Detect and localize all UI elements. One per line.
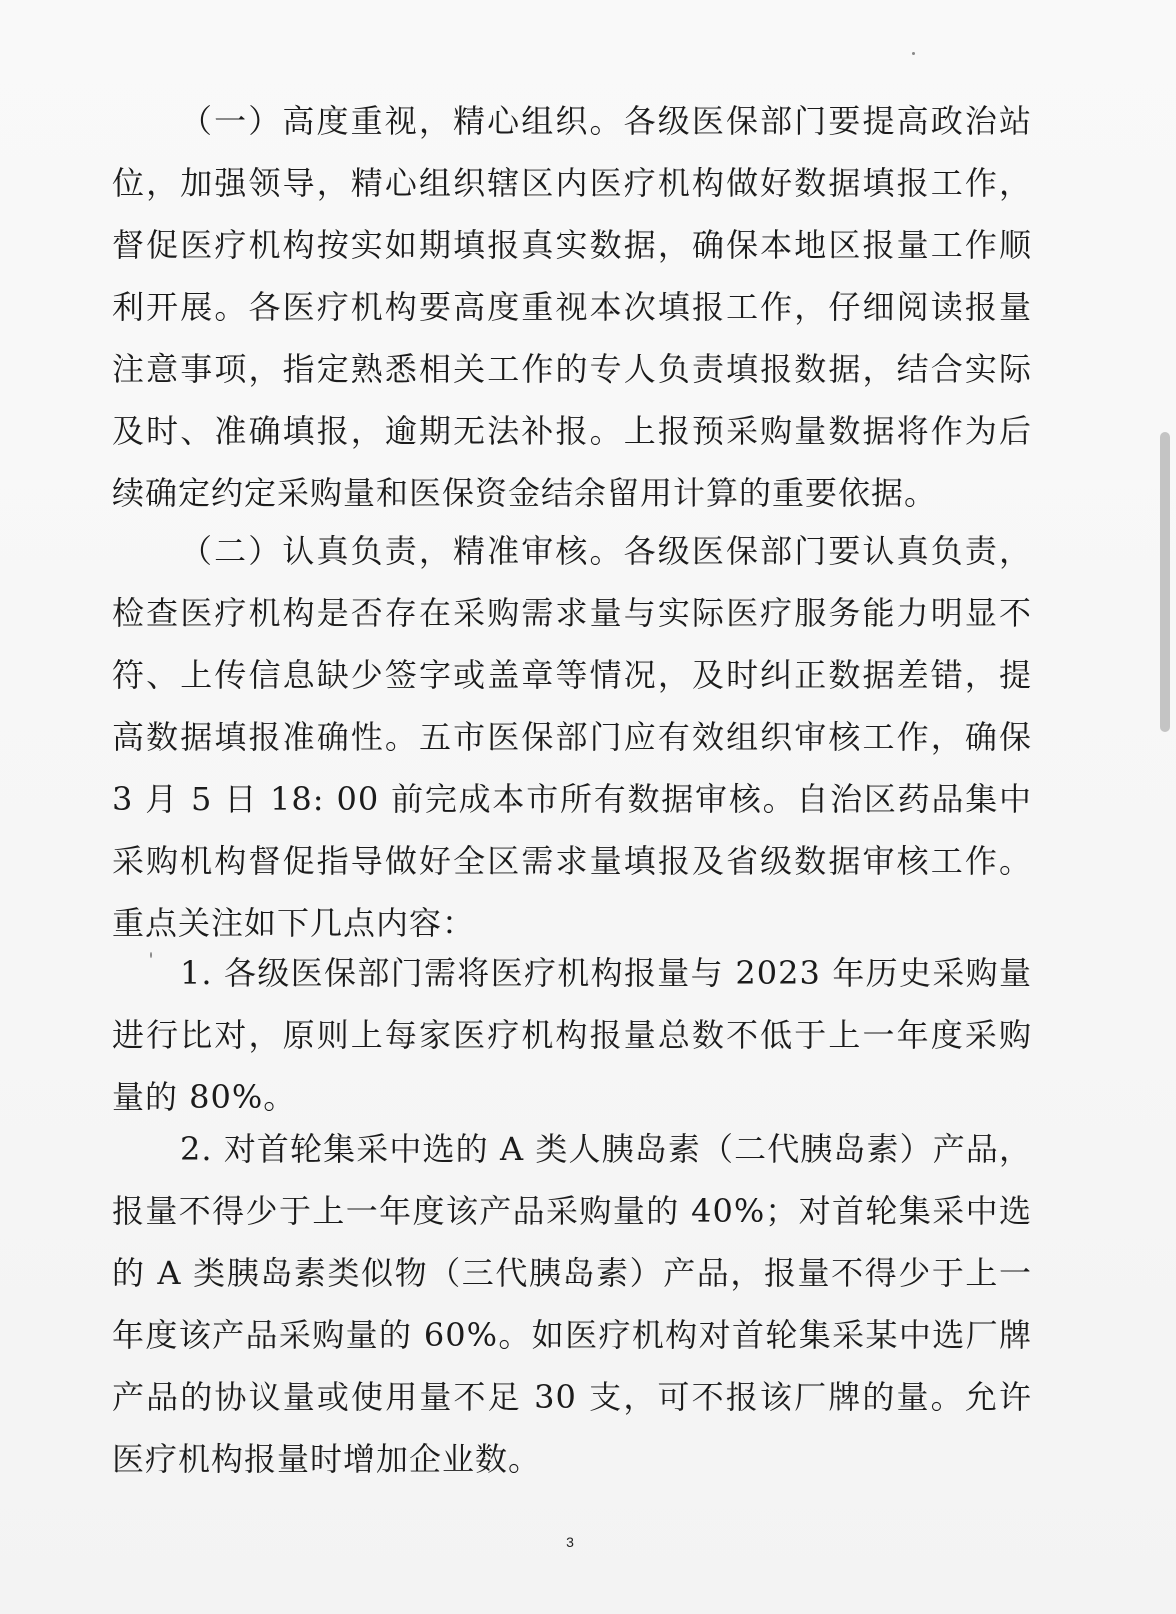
- paragraph-text: 1. 各级医保部门需将医疗机构报量与 2023 年历史采购量进行比对，原则上每家医疗机构报量总数不低于上一年度采购量的 80%。: [112, 954, 1032, 1116]
- page-number: 3: [566, 1534, 574, 1550]
- paragraph-3: [112, 942, 1032, 1128]
- paragraph-2: [112, 520, 1032, 954]
- scrollbar-thumb[interactable]: [1160, 432, 1170, 732]
- paragraph-text: 2. 对首轮集采中选的 A 类人胰岛素（二代胰岛素）产品，报量不得少于上一年度该产品采购量的 40%；对首轮集采中选的 A 类胰岛素类似物（三代胰岛素）产品，报量不得少于上一年度该产品采购量的 60%。如医疗机构对首轮集采某中选厂牌产品的协议量或使用量不足 30 支，可不报该厂牌的量。允许医疗机构报量时增加企业数。: [112, 1130, 1032, 1478]
- scan-speck: [150, 952, 152, 958]
- paragraph-text: （一）高度重视，精心组织。各级医保部门要提高政治站位，加强领导，精心组织辖区内医疗机构做好数据填报工作，督促医疗机构按实如期填报真实数据，确保本地区报量工作顺利开展。各医疗机构要高度重视本次填报工作，仔细阅读报量注意事项，指定熟悉相关工作的专人负责填报数据，结合实际及时、准确填报，逾期无法补报。上报预采购量数据将作为后续确定约定采购量和医保资金结余留用计算的重要依据。: [112, 102, 1032, 512]
- paragraph-1: [112, 90, 1032, 524]
- paragraph-text: （二）认真负责，精准审核。各级医保部门要认真负责，检查医疗机构是否存在采购需求量与实际医疗服务能力明显不符、上传信息缺少签字或盖章等情况，及时纠正数据差错，提高数据填报准确性。五市医保部门应有效组织审核工作，确保 3 月 5 日 18: 00 前完成本市所有数据审核。自治区药品集中采购机构督促指导做好全区需求量填报及省级数据审核工作。重点关注如下几点内容：: [112, 532, 1032, 942]
- scan-speck: [912, 52, 915, 55]
- paragraph-4: [112, 1118, 1032, 1490]
- scrollbar[interactable]: [1160, 0, 1174, 1614]
